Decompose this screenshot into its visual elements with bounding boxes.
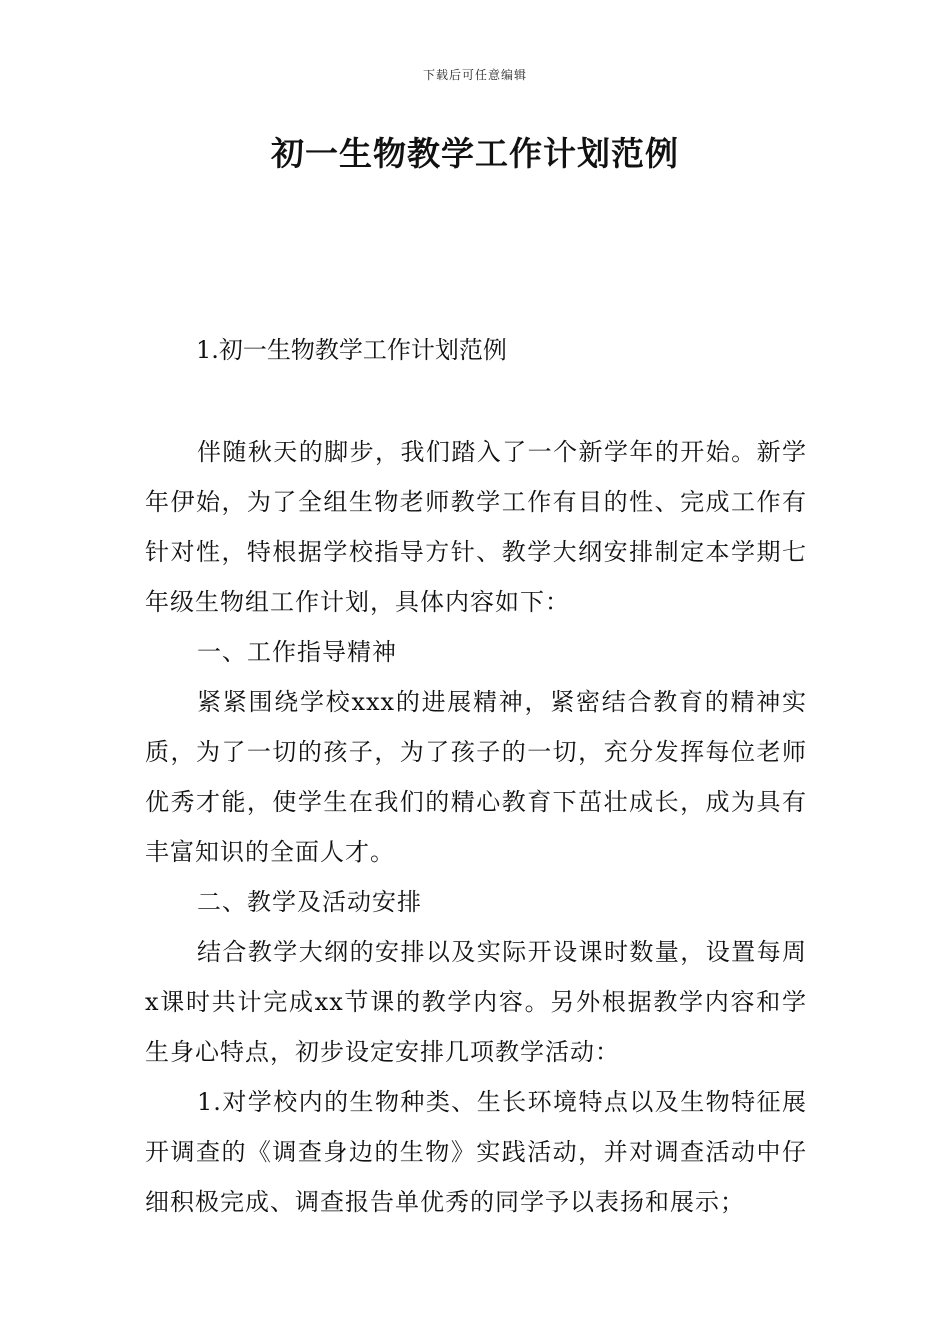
teaching-arrangement-paragraph: 结合教学大纲的安排以及实际开设课时数量，设置每周x课时共计完成xx节课的教学内容。另外根据教学内容和学生身心特点，初步设定安排几项教学活动：: [145, 938, 807, 1066]
activity-item-1: 1.对学校内的生物种类、生长环境特点以及生物特征展开调查的《调查身边的生物》实践活动，并对调查活动中仔细积极完成、调查报告单优秀的同学予以表扬和展示；: [145, 1088, 807, 1216]
document-title: 初一生物教学工作计划范例: [271, 134, 679, 173]
document-body: [145, 427, 807, 1227]
header-note: 下载后可任意编辑: [422, 68, 527, 82]
intro-paragraph: 伴随秋天的脚步，我们踏入了一个新学年的开始。新学年伊始，为了全组生物老师教学工作有目的性、完成工作有针对性，特根据学校指导方针、教学大纲安排制定本学期七年级生物组工作计划，具体内容如下：: [145, 438, 807, 616]
heading-teaching-activities: 二、教学及活动安排: [197, 888, 422, 916]
guiding-spirit-paragraph: 紧紧围绕学校xxx的进展精神，紧密结合教育的精神实质，为了一切的孩子，为了孩子的一切，充分发挥每位老师优秀才能，使学生在我们的精心教育下茁壮成长，成为具有丰富知识的全面人才。: [145, 688, 807, 866]
section-heading: 1.初一生物教学工作计划范例: [196, 336, 507, 364]
heading-guiding-spirit: 一、工作指导精神: [197, 638, 397, 666]
